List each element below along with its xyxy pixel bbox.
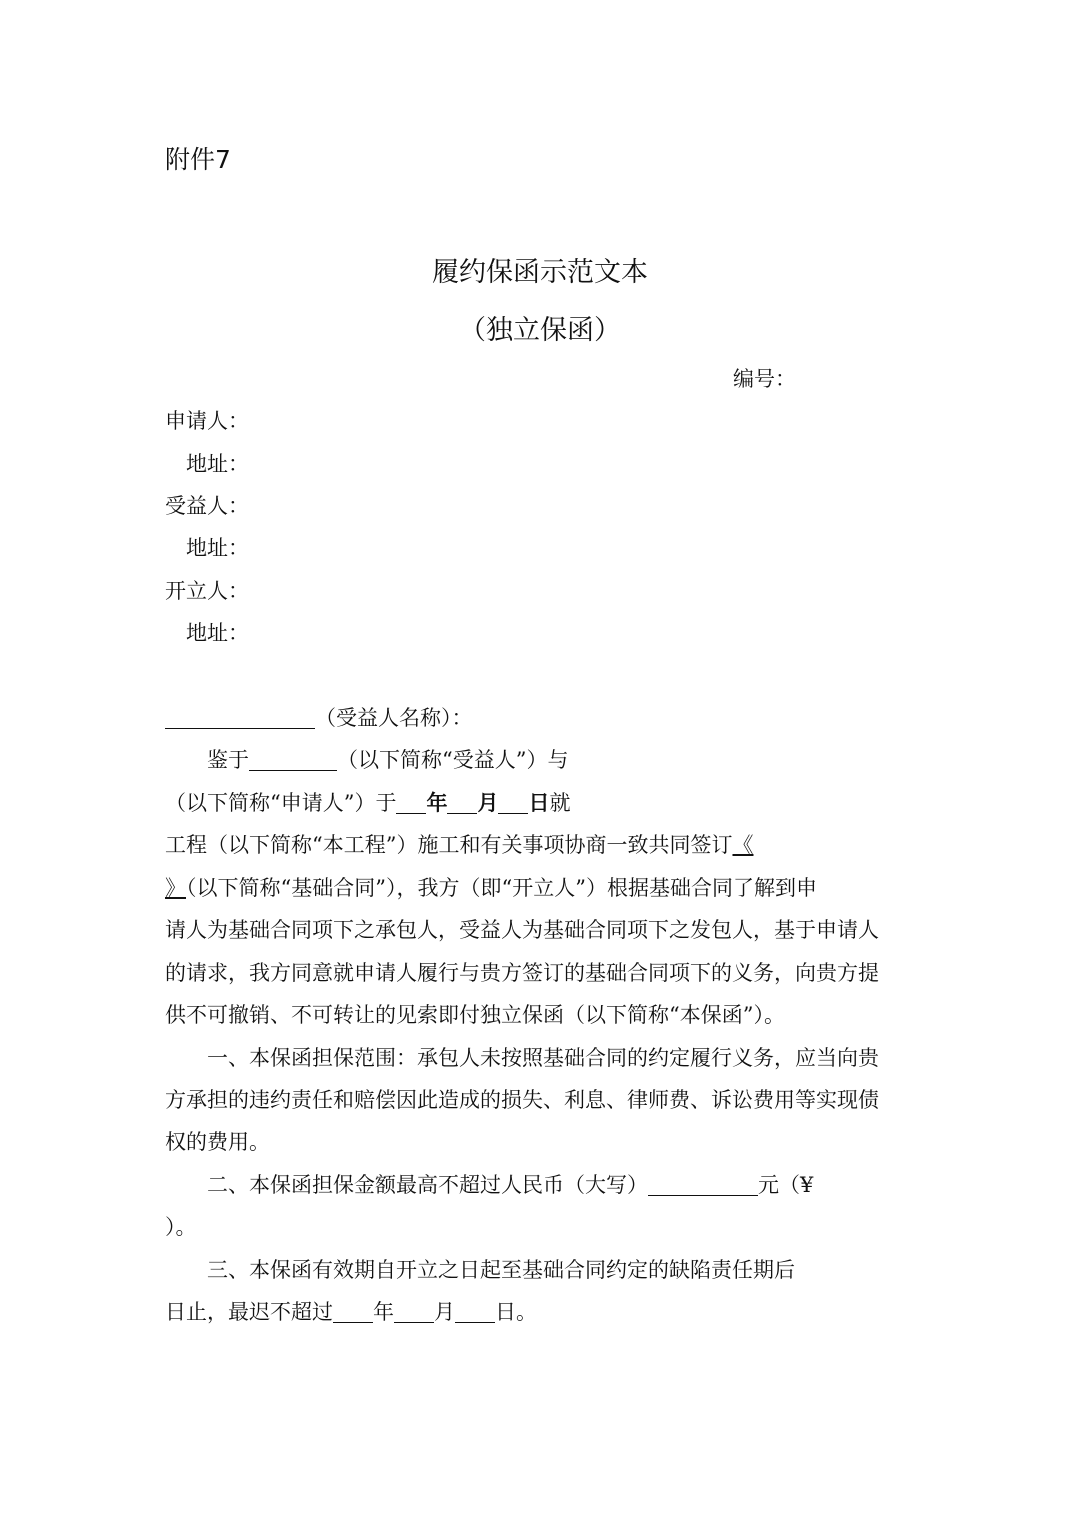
paragraph-line xyxy=(165,830,753,860)
issuer-address-label: 地址： xyxy=(186,621,249,645)
beneficiary-address-label: 地址： xyxy=(186,536,249,560)
salutation-text: （受益人名称）： xyxy=(315,706,473,730)
text-span: 二、本保函担保金额最高不超过人民币（大写） xyxy=(207,1173,648,1197)
issuer-label: 开立人： xyxy=(165,579,249,603)
text-span: 鉴于 xyxy=(207,748,249,772)
clause-1-line: 方承担的违约责任和赔偿因此造成的损失、利息、律师费、诉讼费用等实现债 xyxy=(165,1088,879,1112)
applicant-label: 申请人： xyxy=(165,409,249,433)
beneficiary-name-blank xyxy=(165,706,315,729)
text-span: 《 xyxy=(732,833,754,857)
text-span: 工程（以下简称“本工程”）施工和有关事项协商一致共同签订 xyxy=(165,833,733,857)
salutation-line xyxy=(165,703,473,733)
text-span: （以下简称“基础合同”），我方（即“开立人”）根据基础合同了解到申 xyxy=(186,876,817,900)
month-blank xyxy=(394,1300,434,1323)
year-blank xyxy=(396,791,426,814)
clause-1-line: 一、本保函担保范围：承包人未按照基础合同的约定履行义务，应当向贵 xyxy=(207,1046,879,1070)
text-span: 元（¥ xyxy=(758,1173,814,1197)
text-span: 就 xyxy=(549,791,571,815)
text-span: 日。 xyxy=(495,1300,537,1324)
paragraph-line xyxy=(207,745,568,775)
year-blank xyxy=(333,1300,373,1323)
paragraph-line xyxy=(165,788,570,818)
text-span: 年 xyxy=(373,1300,394,1324)
clause-3-line xyxy=(165,1297,537,1327)
text-span: 》 xyxy=(165,876,186,900)
paragraph-line: 的请求，我方同意就申请人履行与贵方签订的基础合同项下的义务，向贵方提 xyxy=(165,961,879,985)
amount-blank xyxy=(648,1173,758,1196)
day-blank xyxy=(455,1300,495,1323)
document-title: 履约保函示范文本 xyxy=(432,257,648,288)
number-label: 编号： xyxy=(733,367,796,391)
paragraph-line xyxy=(165,873,817,903)
clause-2-line xyxy=(207,1170,813,1200)
clause-3-line: 三、本保函有效期自开立之日起至基础合同约定的缺陷责任期后 xyxy=(207,1258,795,1282)
month-blank xyxy=(447,791,477,814)
clause-1-line: 权的费用。 xyxy=(165,1130,270,1154)
paragraph-line: 请人为基础合同项下之承包人，受益人为基础合同项下之发包人，基于申请人 xyxy=(165,918,879,942)
attachment-label: 附件7 xyxy=(165,145,231,174)
clause-2-line: ）。 xyxy=(165,1215,197,1239)
paragraph-line: 供不可撤销、不可转让的见索即付独立保函（以下简称“本保函”）。 xyxy=(165,1003,785,1027)
document-subtitle: （独立保函） xyxy=(459,315,621,346)
fill-blank xyxy=(249,748,337,771)
text-span: （以下简称“申请人”）于 xyxy=(165,791,397,815)
applicant-address-label: 地址： xyxy=(186,452,249,476)
day-blank xyxy=(498,791,528,814)
text-span: 日止，最迟不超过 xyxy=(165,1300,333,1324)
text-span: 日 xyxy=(528,790,550,815)
text-span: （以下简称“受益人”）与 xyxy=(337,748,569,772)
beneficiary-label: 受益人： xyxy=(165,494,249,518)
text-span: 年 xyxy=(426,790,448,815)
text-span: 月 xyxy=(434,1300,455,1324)
text-span: 月 xyxy=(477,790,499,815)
